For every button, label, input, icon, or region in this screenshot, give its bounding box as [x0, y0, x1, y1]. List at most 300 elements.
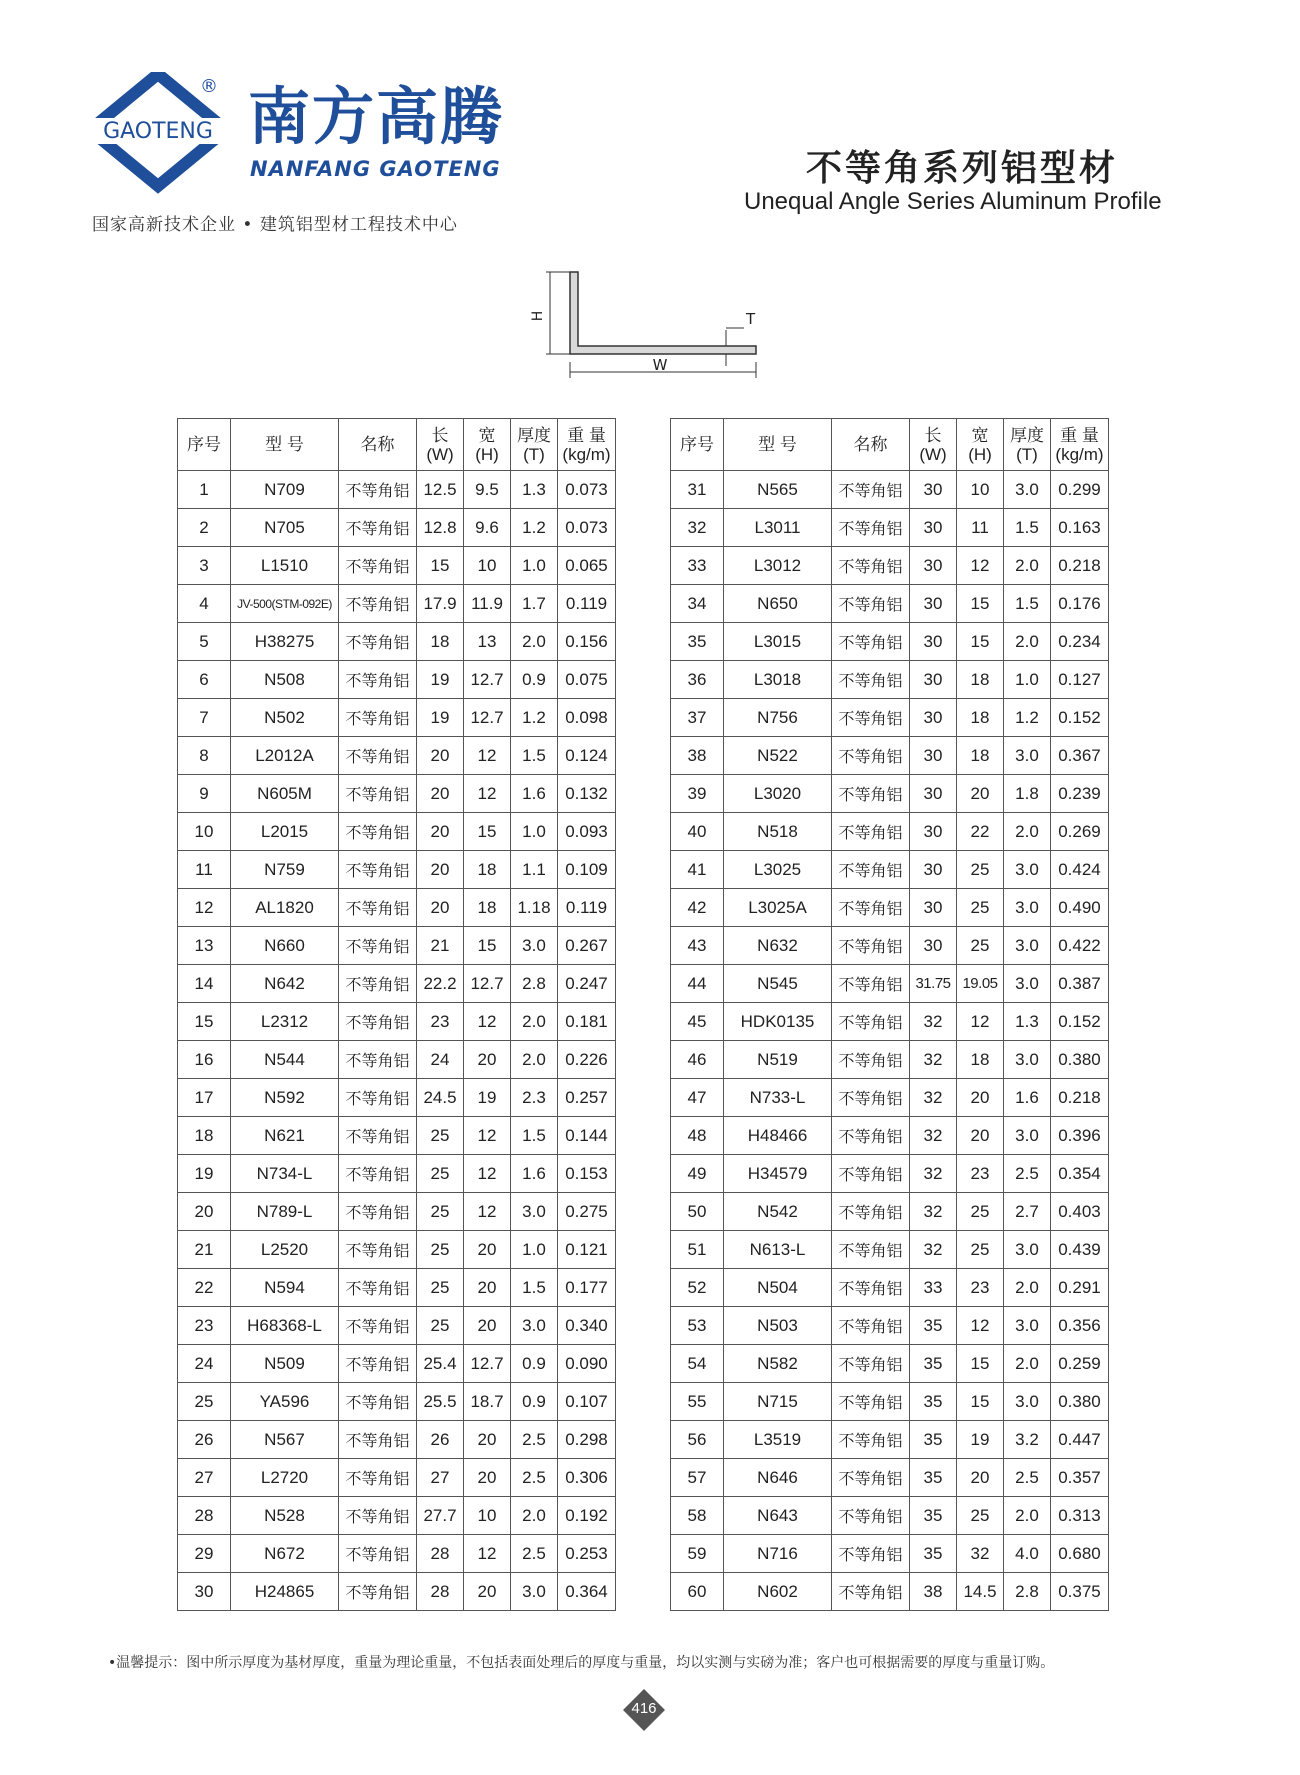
cell-length: 25 — [417, 1231, 464, 1269]
table-row — [671, 1117, 1109, 1155]
cell-seq: 58 — [671, 1497, 724, 1535]
table-row — [671, 585, 1109, 623]
table-row — [671, 1421, 1109, 1459]
cell-thickness: 2.5 — [511, 1421, 558, 1459]
cell-model: L3020 — [724, 775, 832, 813]
cell-model: N522 — [724, 737, 832, 775]
cell-model: N528 — [231, 1497, 339, 1535]
cell-model: N650 — [724, 585, 832, 623]
cell-length: 30 — [910, 585, 957, 623]
cell-model: N759 — [231, 851, 339, 889]
table-row — [671, 851, 1109, 889]
cell-thickness: 3.0 — [511, 1193, 558, 1231]
cell-name: 不等角铝 — [339, 1269, 417, 1307]
cell-name: 不等角铝 — [339, 585, 417, 623]
cell-name: 不等角铝 — [832, 1497, 910, 1535]
page-number: 416 — [631, 1700, 657, 1717]
cell-length: 15 — [417, 547, 464, 585]
cell-name: 不等角铝 — [339, 1459, 417, 1497]
cell-seq: 36 — [671, 661, 724, 699]
cell-name: 不等角铝 — [832, 1117, 910, 1155]
spec-table-right — [670, 418, 1109, 1611]
cell-thickness: 1.0 — [1004, 661, 1051, 699]
cell-length: 20 — [417, 889, 464, 927]
cell-thickness: 2.3 — [511, 1079, 558, 1117]
cell-name: 不等角铝 — [832, 1383, 910, 1421]
header-name: 名称 — [339, 419, 417, 471]
cell-width: 11.9 — [464, 585, 511, 623]
cell-model: HDK0135 — [724, 1003, 832, 1041]
cell-model: L3015 — [724, 623, 832, 661]
cell-name: 不等角铝 — [832, 1459, 910, 1497]
cell-thickness: 2.8 — [511, 965, 558, 1003]
cell-name: 不等角铝 — [339, 775, 417, 813]
cell-seq: 9 — [178, 775, 231, 813]
cell-name: 不等角铝 — [339, 1421, 417, 1459]
table-header-row — [178, 419, 616, 471]
table-row — [178, 1231, 616, 1269]
cell-width: 12 — [464, 1117, 511, 1155]
cell-length: 12.5 — [417, 471, 464, 509]
cell-seq: 2 — [178, 509, 231, 547]
cell-thickness: 2.8 — [1004, 1573, 1051, 1611]
label-h: H — [530, 310, 546, 322]
table-row — [671, 699, 1109, 737]
cell-seq: 27 — [178, 1459, 231, 1497]
cell-length: 30 — [910, 889, 957, 927]
cell-length: 12.8 — [417, 509, 464, 547]
cell-name: 不等角铝 — [832, 547, 910, 585]
cell-thickness: 3.2 — [1004, 1421, 1051, 1459]
cell-seq: 12 — [178, 889, 231, 927]
cell-weight: 0.299 — [1051, 471, 1109, 509]
cell-name: 不等角铝 — [339, 1003, 417, 1041]
cell-thickness: 1.6 — [511, 1155, 558, 1193]
cell-name: 不等角铝 — [339, 1345, 417, 1383]
table-row — [178, 1269, 616, 1307]
table-row — [671, 737, 1109, 775]
cell-width: 15 — [957, 1345, 1004, 1383]
cell-seq: 13 — [178, 927, 231, 965]
cell-thickness: 1.2 — [511, 509, 558, 547]
cell-thickness: 1.2 — [1004, 699, 1051, 737]
cell-length: 19 — [417, 699, 464, 737]
cell-length: 28 — [417, 1573, 464, 1611]
cell-name: 不等角铝 — [339, 661, 417, 699]
cell-model: YA596 — [231, 1383, 339, 1421]
cell-width: 20 — [464, 1269, 511, 1307]
cell-name: 不等角铝 — [832, 623, 910, 661]
cell-width: 9.5 — [464, 471, 511, 509]
cell-weight: 0.109 — [558, 851, 616, 889]
cell-thickness: 4.0 — [1004, 1535, 1051, 1573]
cell-width: 15 — [957, 623, 1004, 661]
cell-model: N642 — [231, 965, 339, 1003]
cell-length: 30 — [910, 509, 957, 547]
cell-seq: 44 — [671, 965, 724, 1003]
cell-seq: 29 — [178, 1535, 231, 1573]
cell-name: 不等角铝 — [832, 737, 910, 775]
cell-thickness: 0.9 — [511, 1345, 558, 1383]
cell-name: 不等角铝 — [339, 813, 417, 851]
logo-text: GAOTENG — [103, 119, 213, 144]
cell-weight: 0.357 — [1051, 1459, 1109, 1497]
cell-weight: 0.259 — [1051, 1345, 1109, 1383]
table-row — [671, 1231, 1109, 1269]
cell-weight: 0.073 — [558, 509, 616, 547]
cell-seq: 56 — [671, 1421, 724, 1459]
cell-thickness: 3.0 — [1004, 889, 1051, 927]
cell-weight: 0.132 — [558, 775, 616, 813]
cell-thickness: 3.0 — [1004, 965, 1051, 1003]
cell-model: L3012 — [724, 547, 832, 585]
cell-model: L3018 — [724, 661, 832, 699]
cell-model: L3519 — [724, 1421, 832, 1459]
cell-seq: 33 — [671, 547, 724, 585]
cell-seq: 23 — [178, 1307, 231, 1345]
cell-seq: 38 — [671, 737, 724, 775]
cell-model: N756 — [724, 699, 832, 737]
cell-name: 不等角铝 — [832, 1231, 910, 1269]
cell-weight: 0.380 — [1051, 1041, 1109, 1079]
cell-weight: 0.298 — [558, 1421, 616, 1459]
table-row — [178, 1383, 616, 1421]
cell-seq: 40 — [671, 813, 724, 851]
cell-seq: 7 — [178, 699, 231, 737]
header-thickness: 厚度 (T) — [1004, 419, 1051, 471]
cell-model: N621 — [231, 1117, 339, 1155]
cell-weight: 0.313 — [1051, 1497, 1109, 1535]
cell-length: 30 — [910, 927, 957, 965]
cell-name: 不等角铝 — [832, 1041, 910, 1079]
cell-length: 30 — [910, 547, 957, 585]
cell-length: 25.5 — [417, 1383, 464, 1421]
cell-model: N503 — [724, 1307, 832, 1345]
cell-name: 不等角铝 — [339, 1497, 417, 1535]
label-t: T — [746, 310, 756, 328]
table-row — [178, 1535, 616, 1573]
cell-width: 25 — [957, 889, 1004, 927]
cell-thickness: 0.9 — [511, 661, 558, 699]
spec-table-left — [177, 418, 616, 1611]
cell-model: N716 — [724, 1535, 832, 1573]
cell-thickness: 2.0 — [1004, 623, 1051, 661]
header-length: 长 (W) — [417, 419, 464, 471]
cell-seq: 24 — [178, 1345, 231, 1383]
cell-seq: 53 — [671, 1307, 724, 1345]
cell-model: N504 — [724, 1269, 832, 1307]
cell-width: 25 — [957, 851, 1004, 889]
header-thickness: 厚度 (T) — [511, 419, 558, 471]
cell-name: 不等角铝 — [339, 509, 417, 547]
table-row — [178, 661, 616, 699]
cell-weight: 0.275 — [558, 1193, 616, 1231]
cell-name: 不等角铝 — [339, 965, 417, 1003]
cell-weight: 0.121 — [558, 1231, 616, 1269]
cell-length: 35 — [910, 1535, 957, 1573]
cell-seq: 32 — [671, 509, 724, 547]
table-row — [671, 1041, 1109, 1079]
cell-weight: 0.306 — [558, 1459, 616, 1497]
cell-width: 12 — [464, 737, 511, 775]
cell-seq: 60 — [671, 1573, 724, 1611]
cell-model: N545 — [724, 965, 832, 1003]
registered-mark: ® — [200, 76, 218, 97]
cell-weight: 0.247 — [558, 965, 616, 1003]
cell-length: 32 — [910, 1079, 957, 1117]
cell-thickness: 1.7 — [511, 585, 558, 623]
cell-seq: 10 — [178, 813, 231, 851]
cell-name: 不等角铝 — [339, 1117, 417, 1155]
cell-length: 27 — [417, 1459, 464, 1497]
cell-model: L2015 — [231, 813, 339, 851]
cell-weight: 0.107 — [558, 1383, 616, 1421]
cell-thickness: 1.2 — [511, 699, 558, 737]
table-row — [671, 1269, 1109, 1307]
cell-length: 19 — [417, 661, 464, 699]
cell-name: 不等角铝 — [339, 1041, 417, 1079]
cell-name: 不等角铝 — [339, 547, 417, 585]
cell-width: 15 — [957, 1383, 1004, 1421]
cell-thickness: 3.0 — [1004, 471, 1051, 509]
cell-seq: 42 — [671, 889, 724, 927]
cell-weight: 0.439 — [1051, 1231, 1109, 1269]
header-model: 型 号 — [231, 419, 339, 471]
cell-model: N605M — [231, 775, 339, 813]
cell-thickness: 2.0 — [1004, 547, 1051, 585]
cell-length: 30 — [910, 851, 957, 889]
cell-seq: 6 — [178, 661, 231, 699]
table-header-row — [671, 419, 1109, 471]
cell-seq: 37 — [671, 699, 724, 737]
cell-model: N646 — [724, 1459, 832, 1497]
table-row — [671, 813, 1109, 851]
cell-name: 不等角铝 — [832, 1079, 910, 1117]
table-row — [178, 851, 616, 889]
table-row — [671, 965, 1109, 1003]
cell-width: 12.7 — [464, 661, 511, 699]
cell-model: AL1820 — [231, 889, 339, 927]
cell-length: 25 — [417, 1307, 464, 1345]
header-seq: 序号 — [178, 419, 231, 471]
cell-model: N602 — [724, 1573, 832, 1611]
cell-seq: 43 — [671, 927, 724, 965]
cell-thickness: 2.0 — [1004, 1269, 1051, 1307]
cell-length: 30 — [910, 737, 957, 775]
cell-name: 不等角铝 — [832, 1269, 910, 1307]
cell-weight: 0.163 — [1051, 509, 1109, 547]
cell-width: 12.7 — [464, 699, 511, 737]
cell-name: 不等角铝 — [832, 1193, 910, 1231]
cell-length: 30 — [910, 775, 957, 813]
cell-weight: 0.192 — [558, 1497, 616, 1535]
cell-width: 20 — [464, 1421, 511, 1459]
cell-length: 25 — [417, 1117, 464, 1155]
page-title-en: Unequal Angle Series Aluminum Profile — [744, 188, 1162, 215]
cell-model: N518 — [724, 813, 832, 851]
header-length: 长 (W) — [910, 419, 957, 471]
table-row — [671, 775, 1109, 813]
cell-thickness: 2.0 — [1004, 1345, 1051, 1383]
cell-thickness: 3.0 — [1004, 1307, 1051, 1345]
header-model: 型 号 — [724, 419, 832, 471]
cell-length: 18 — [417, 623, 464, 661]
cell-model: N733-L — [724, 1079, 832, 1117]
cell-width: 12 — [464, 775, 511, 813]
cell-model: N613-L — [724, 1231, 832, 1269]
table-row — [671, 1497, 1109, 1535]
cell-weight: 0.093 — [558, 813, 616, 851]
cell-width: 22 — [957, 813, 1004, 851]
table-row — [671, 623, 1109, 661]
cell-width: 20 — [957, 1117, 1004, 1155]
label-w: W — [652, 356, 668, 374]
table-row — [178, 509, 616, 547]
cell-width: 25 — [957, 1193, 1004, 1231]
header-width: 宽 (H) — [957, 419, 1004, 471]
table-row — [178, 965, 616, 1003]
cell-thickness: 2.0 — [511, 1041, 558, 1079]
table-row — [178, 737, 616, 775]
table-row — [178, 471, 616, 509]
cell-model: JV-500(STM-092E) — [231, 585, 339, 623]
header-seq: 序号 — [671, 419, 724, 471]
cell-weight: 0.269 — [1051, 813, 1109, 851]
header-weight: 重 量 (kg/m) — [558, 419, 616, 471]
table-row — [671, 547, 1109, 585]
cell-name: 不等角铝 — [339, 1231, 417, 1269]
cell-width: 12.7 — [464, 1345, 511, 1383]
cell-model: N519 — [724, 1041, 832, 1079]
cell-weight: 0.680 — [1051, 1535, 1109, 1573]
cell-name: 不等角铝 — [832, 1421, 910, 1459]
table-row — [671, 471, 1109, 509]
cell-seq: 5 — [178, 623, 231, 661]
cell-length: 25 — [417, 1155, 464, 1193]
cell-length: 17.9 — [417, 585, 464, 623]
cell-weight: 0.075 — [558, 661, 616, 699]
header-width: 宽 (H) — [464, 419, 511, 471]
table-row — [671, 1155, 1109, 1193]
cell-length: 25.4 — [417, 1345, 464, 1383]
cell-width: 18 — [957, 737, 1004, 775]
cell-weight: 0.218 — [1051, 1079, 1109, 1117]
cell-weight: 0.396 — [1051, 1117, 1109, 1155]
cell-thickness: 2.5 — [511, 1535, 558, 1573]
cell-thickness: 2.7 — [1004, 1193, 1051, 1231]
angle-profile-shape — [570, 272, 756, 354]
table-row — [178, 1117, 616, 1155]
cell-seq: 47 — [671, 1079, 724, 1117]
cell-model: N709 — [231, 471, 339, 509]
cell-length: 32 — [910, 1231, 957, 1269]
cell-model: L3025A — [724, 889, 832, 927]
table-row — [178, 1155, 616, 1193]
cell-weight: 0.218 — [1051, 547, 1109, 585]
table-row — [671, 1459, 1109, 1497]
cell-length: 24.5 — [417, 1079, 464, 1117]
cell-model: H34579 — [724, 1155, 832, 1193]
cell-length: 31.75 — [910, 965, 957, 1003]
cell-thickness: 3.0 — [511, 1307, 558, 1345]
cell-model: N592 — [231, 1079, 339, 1117]
table-row — [671, 1079, 1109, 1117]
cell-name: 不等角铝 — [339, 623, 417, 661]
cell-width: 18 — [957, 1041, 1004, 1079]
table-row — [178, 1573, 616, 1611]
cell-length: 32 — [910, 1193, 957, 1231]
cell-weight: 0.181 — [558, 1003, 616, 1041]
cell-weight: 0.403 — [1051, 1193, 1109, 1231]
cell-length: 20 — [417, 737, 464, 775]
cell-seq: 16 — [178, 1041, 231, 1079]
cell-name: 不等角铝 — [832, 965, 910, 1003]
cell-width: 11 — [957, 509, 1004, 547]
cell-thickness: 2.5 — [511, 1459, 558, 1497]
cell-weight: 0.176 — [1051, 585, 1109, 623]
cell-seq: 52 — [671, 1269, 724, 1307]
cell-length: 30 — [910, 623, 957, 661]
table-row — [178, 623, 616, 661]
cell-thickness: 3.0 — [511, 927, 558, 965]
cell-name: 不等角铝 — [339, 1535, 417, 1573]
cell-name: 不等角铝 — [832, 775, 910, 813]
cell-width: 12 — [464, 1003, 511, 1041]
table-body-right — [671, 471, 1109, 1611]
cell-seq: 14 — [178, 965, 231, 1003]
cell-weight: 0.152 — [1051, 1003, 1109, 1041]
cell-name: 不等角铝 — [832, 889, 910, 927]
cell-width: 12 — [464, 1193, 511, 1231]
cell-length: 26 — [417, 1421, 464, 1459]
table-row — [671, 889, 1109, 927]
cell-model: L2312 — [231, 1003, 339, 1041]
cell-weight: 0.073 — [558, 471, 616, 509]
cell-weight: 0.239 — [1051, 775, 1109, 813]
cell-width: 18 — [957, 699, 1004, 737]
cell-model: N672 — [231, 1535, 339, 1573]
cell-length: 25 — [417, 1269, 464, 1307]
cell-thickness: 2.5 — [1004, 1459, 1051, 1497]
cell-length: 23 — [417, 1003, 464, 1041]
cell-model: N660 — [231, 927, 339, 965]
cell-name: 不等角铝 — [832, 471, 910, 509]
table-row — [178, 699, 616, 737]
cell-seq: 3 — [178, 547, 231, 585]
cell-thickness: 3.0 — [1004, 1117, 1051, 1155]
cell-name: 不等角铝 — [832, 1003, 910, 1041]
cell-name: 不等角铝 — [339, 1307, 417, 1345]
cell-width: 12 — [957, 1003, 1004, 1041]
cell-model: N715 — [724, 1383, 832, 1421]
cell-seq: 50 — [671, 1193, 724, 1231]
cell-thickness: 3.0 — [1004, 737, 1051, 775]
cell-thickness: 1.6 — [1004, 1079, 1051, 1117]
cell-weight: 0.447 — [1051, 1421, 1109, 1459]
cell-width: 20 — [464, 1041, 511, 1079]
cell-length: 35 — [910, 1383, 957, 1421]
cell-length: 35 — [910, 1497, 957, 1535]
table-row — [671, 1573, 1109, 1611]
cell-weight: 0.234 — [1051, 623, 1109, 661]
cell-seq: 21 — [178, 1231, 231, 1269]
cell-name: 不等角铝 — [832, 851, 910, 889]
table-row — [671, 1193, 1109, 1231]
table-row — [178, 585, 616, 623]
cell-weight: 0.144 — [558, 1117, 616, 1155]
cell-length: 25 — [417, 1193, 464, 1231]
cell-thickness: 1.0 — [511, 813, 558, 851]
